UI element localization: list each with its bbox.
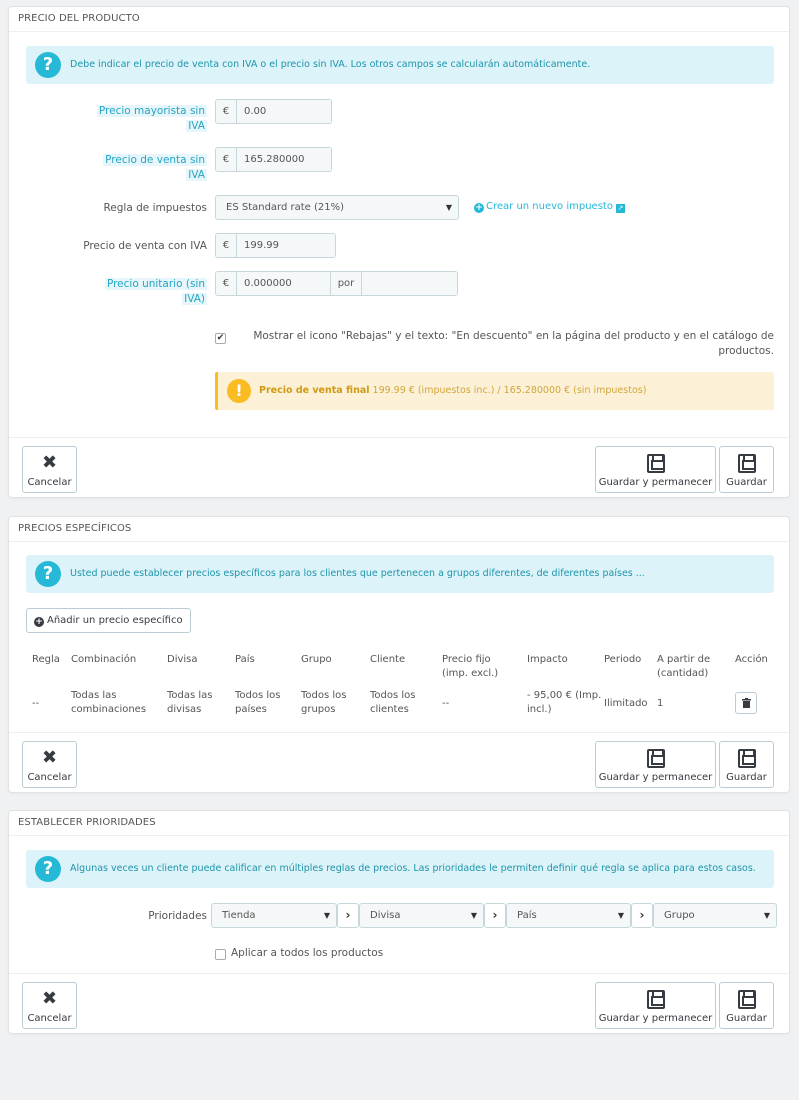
cell-impacto: - 95,00 € (Imp. incl.): [527, 690, 602, 715]
col-impacto: Impacto: [527, 654, 568, 665]
price-incl-label: Precio de venta con IVA: [83, 240, 207, 252]
question-icon: ?: [35, 561, 61, 587]
save-icon: [647, 990, 665, 1009]
on-sale-text: Mostrar el icono "Rebajas" y el texto: "En descuento" en la página del producto y en el catálogo de productos.: [253, 330, 774, 357]
chevron-down-icon: ▼: [470, 911, 477, 920]
product-price-panel: [8, 6, 790, 498]
cancel-button[interactable]: ✖ Cancelar: [22, 741, 77, 788]
currency-addon: €: [216, 234, 237, 257]
cell-combinacion: Todas las combinaciones: [71, 690, 147, 715]
col-pais: País: [235, 654, 255, 665]
currency-addon: €: [216, 100, 237, 123]
priority-select-1[interactable]: Tienda ▼: [211, 903, 337, 928]
cell-divisa: Todas las divisas: [167, 690, 213, 715]
per-addon: por: [330, 272, 362, 295]
cell-precio-fijo: --: [442, 698, 450, 709]
col-regla: Regla: [32, 654, 60, 665]
save-and-stay-button[interactable]: Guardar y permanecer: [595, 982, 716, 1029]
chevron-right-icon: ›: [631, 903, 653, 928]
save-icon: [647, 454, 665, 473]
question-icon: ?: [35, 52, 61, 78]
chevron-right-icon: ›: [337, 903, 359, 928]
price-excl-label: Precio de venta sin IVA: [105, 154, 205, 181]
cell-cantidad: 1: [657, 698, 664, 709]
on-sale-checkbox[interactable]: ✔: [216, 333, 225, 343]
info-alert: [26, 850, 774, 888]
unit-price-input[interactable]: [215, 271, 458, 296]
unit-price-label: Precio unitario (sin IVA): [106, 278, 205, 305]
plus-circle-icon: +: [35, 617, 43, 627]
col-divisa: Divisa: [167, 654, 198, 665]
panel-title: ESTABLECER PRIORIDADES: [9, 811, 789, 836]
cell-cliente: Todos los clientes: [370, 690, 416, 715]
price-incl-input[interactable]: [215, 233, 336, 258]
info-alert: [26, 555, 774, 593]
currency-addon: €: [216, 148, 237, 171]
cancel-button[interactable]: ✖ Cancelar: [22, 982, 77, 1029]
specific-prices-panel: [8, 516, 790, 793]
exclamation-icon: !: [227, 379, 251, 403]
col-precio-fijo: Precio fijo (imp. excl.): [442, 654, 499, 679]
save-icon: [647, 749, 665, 768]
cell-pais: Todos los países: [235, 690, 281, 715]
panel-title: PRECIO DEL PRODUCTO: [9, 7, 789, 32]
save-button[interactable]: Guardar: [719, 741, 774, 788]
cancel-button[interactable]: ✖ Cancelar: [22, 446, 77, 493]
tax-rule-selected: ES Standard rate (21%): [226, 202, 345, 213]
priority-select-4[interactable]: Grupo ▼: [653, 903, 777, 928]
info-text: Usted puede establecer precios específicos para los clientes que pertenecen a grupos diferentes, de diferentes países ...: [70, 568, 645, 579]
price-excl-value[interactable]: 165.280000: [237, 148, 331, 171]
chevron-down-icon: ▼: [445, 203, 452, 212]
col-cliente: Cliente: [370, 654, 406, 665]
col-cantidad: A partir de (cantidad): [657, 654, 711, 679]
currency-addon: €: [216, 272, 237, 295]
final-price-label: Precio de venta final: [259, 385, 370, 396]
priorities-panel: [8, 810, 790, 1034]
cell-periodo: Ilimitado: [604, 698, 648, 709]
wholesale-price-label: Precio mayorista sin IVA: [98, 105, 205, 132]
chevron-down-icon: ▼: [763, 911, 770, 920]
trash-icon: [742, 698, 751, 708]
price-excl-input[interactable]: [215, 147, 332, 172]
save-icon: [738, 990, 756, 1009]
save-button[interactable]: Guardar: [719, 446, 774, 493]
unit-field[interactable]: [362, 272, 457, 295]
delete-button[interactable]: [735, 692, 757, 714]
external-link-icon: ↗: [617, 204, 624, 212]
close-icon: ✖: [41, 747, 58, 768]
col-grupo: Grupo: [301, 654, 332, 665]
chevron-down-icon: ▼: [617, 911, 624, 920]
info-text: Algunas veces un cliente puede calificar en múltiples reglas de precios. Las prioridades le permiten definir qué regla se aplica para estos casos.: [70, 863, 756, 874]
col-combinacion: Combinación: [71, 654, 137, 665]
wholesale-price-input[interactable]: [215, 99, 332, 124]
plus-circle-icon: +: [475, 203, 483, 213]
apply-all-checkbox[interactable]: [215, 949, 226, 960]
priority-select-3[interactable]: País ▼: [506, 903, 631, 928]
save-icon: [738, 749, 756, 768]
final-price-value: 199.99 € (impuestos inc.) / 165.280000 € (sin impuestos): [369, 385, 647, 396]
priority-select-2[interactable]: Divisa ▼: [359, 903, 484, 928]
col-periodo: Periodo: [604, 654, 642, 665]
create-tax-link[interactable]: + Crear un nuevo impuesto ↗: [475, 201, 624, 213]
col-accion: Acción: [735, 654, 768, 665]
add-specific-price-button[interactable]: + Añadir un precio específico: [26, 608, 191, 633]
question-icon: ?: [35, 856, 61, 882]
tax-rule-select[interactable]: [215, 195, 459, 220]
save-and-stay-button[interactable]: Guardar y permanecer: [595, 446, 716, 493]
save-button[interactable]: Guardar: [719, 982, 774, 1029]
wholesale-price-value[interactable]: 0.00: [237, 100, 331, 123]
chevron-right-icon: ›: [484, 903, 506, 928]
apply-all-label: Aplicar a todos los productos: [231, 947, 384, 959]
close-icon: ✖: [41, 988, 58, 1009]
final-price-alert: [215, 372, 774, 410]
tax-rule-label: Regla de impuestos: [103, 202, 207, 214]
price-incl-value[interactable]: 199.99: [237, 234, 335, 257]
panel-title: PRECIOS ESPECÍFICOS: [9, 517, 789, 542]
cell-regla: --: [32, 698, 40, 709]
close-icon: ✖: [41, 452, 58, 473]
info-text: Debe indicar el precio de venta con IVA o el precio sin IVA. Los otros campos se calcularán automáticamente.: [70, 59, 591, 70]
cell-grupo: Todos los grupos: [301, 690, 347, 715]
save-icon: [738, 454, 756, 473]
chevron-down-icon: ▼: [323, 911, 330, 920]
unit-price-value[interactable]: 0.000000: [237, 272, 330, 295]
priorities-label: Prioridades: [148, 910, 207, 922]
save-and-stay-button[interactable]: Guardar y permanecer: [595, 741, 716, 788]
info-alert: [26, 46, 774, 84]
